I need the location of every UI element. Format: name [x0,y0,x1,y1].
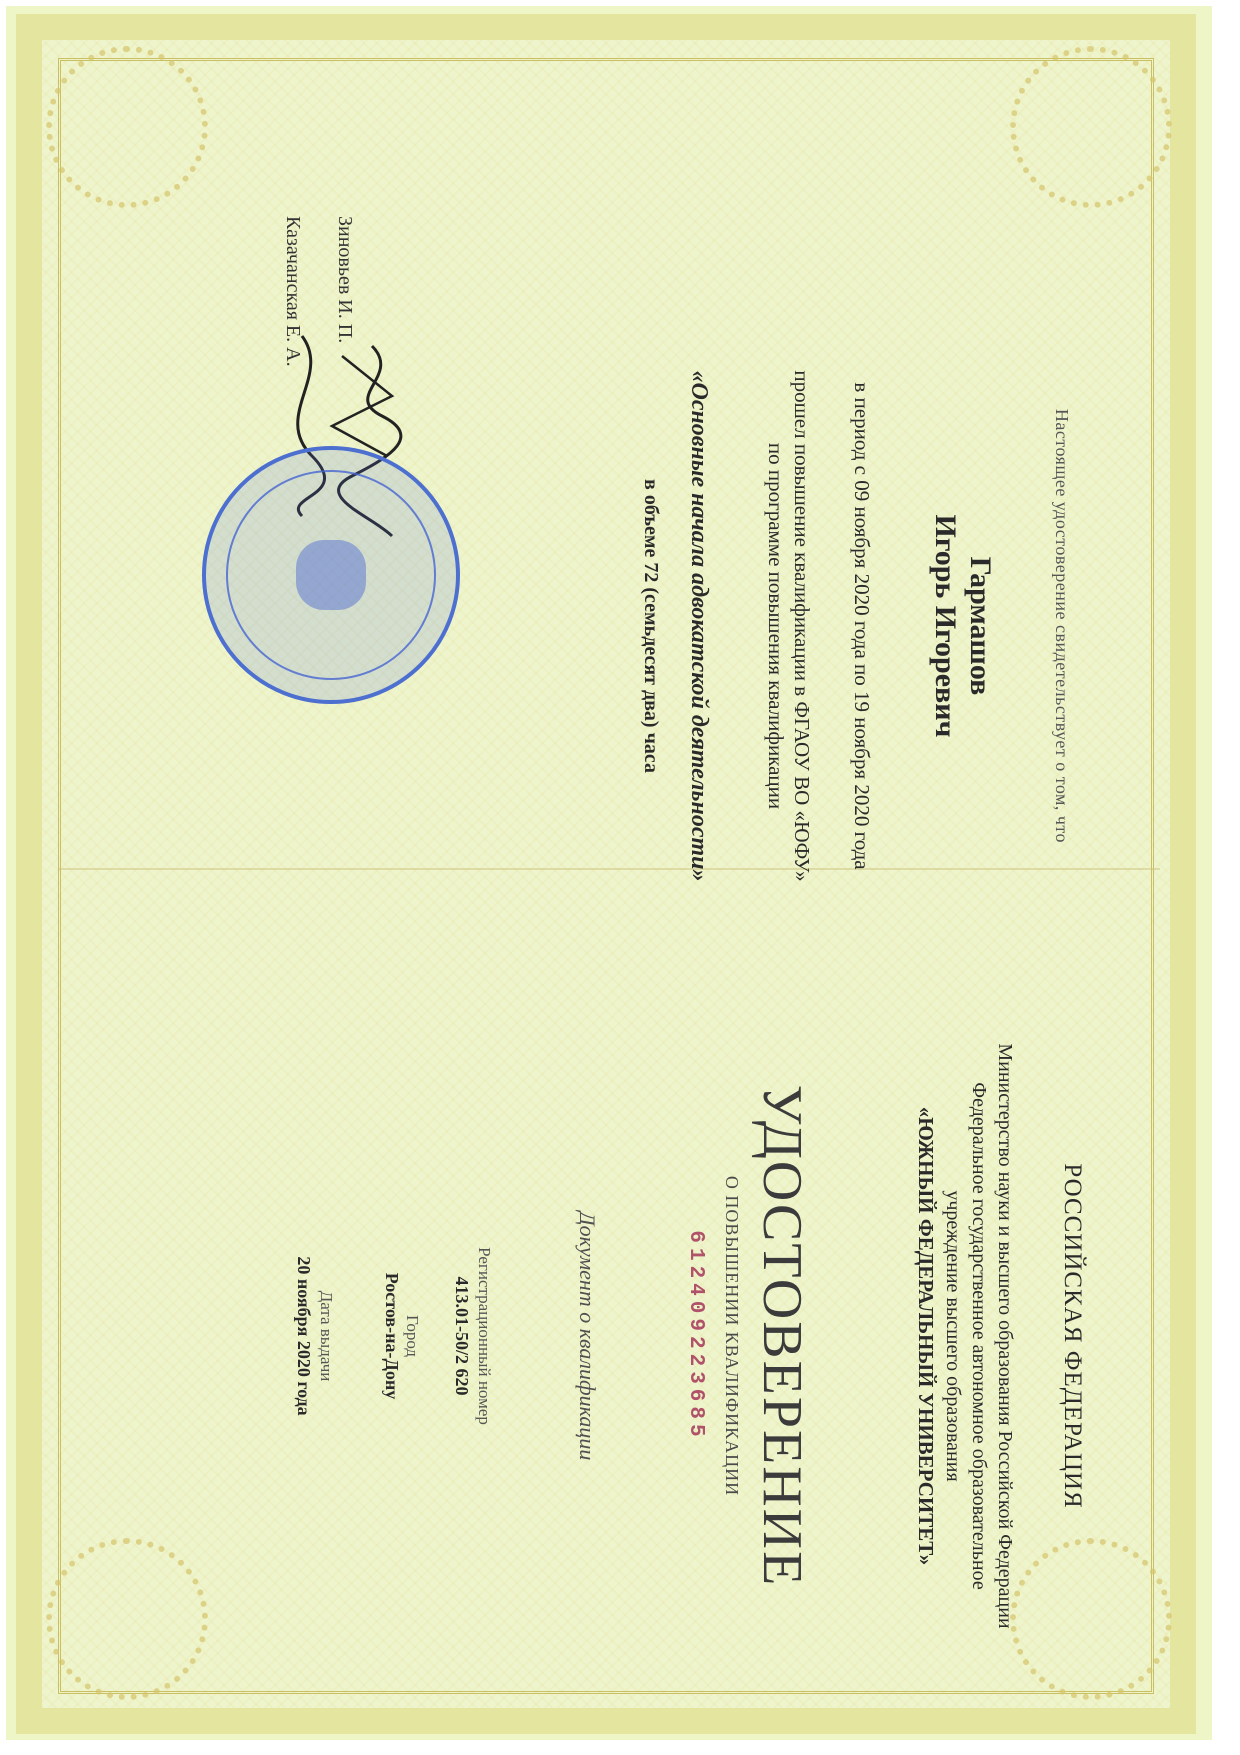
country-heading: РОССИЙСКАЯ ФЕДЕРАЦИЯ [1059,1163,1086,1509]
document-type: Документ о квалификации [575,1211,600,1461]
training-period: в период с 09 ноября 2020 года по 19 ноября 2020 года [850,382,874,870]
registration-number: 413.01-50/2 620 [452,1276,472,1396]
signer-name: Зиновьев И. П. [334,216,356,344]
document-subtitle: О ПОВЫШЕНИИ КВАЛИФИКАЦИИ [722,1175,742,1497]
program-volume: в объеме 72 (семьдесят два) часа [640,479,662,773]
official-stamp [202,446,460,704]
certificate-content [6,6,1212,1740]
institution-type-line: Федеральное государственное автономное образовательное [968,1082,990,1590]
institution-type-line: учреждение высшего образования [942,1190,964,1482]
university-name: «ЮЖНЫЙ ФЕДЕРАЛЬНЫЙ УНИВЕРСИТЕТ» [914,1106,938,1566]
issue-date: 20 ноября 2020 года [294,1256,314,1416]
city-value: Ростов-на-Дону [382,1272,402,1400]
serial-number: 612409223685 [684,1230,707,1442]
program-title: «Основные начала адвокатской деятельности» [686,370,712,882]
completion-statement: прошел повышение квалификации в ФГАОУ ВО «ЮФУ» [790,370,814,882]
coat-of-arms-icon [296,540,366,610]
holder-surname: Гармашов [964,556,997,696]
issue-date-label: Дата выдачи [317,1290,336,1382]
registration-label: Регистрационный номер [475,1247,494,1425]
document-title: УДОСТОВЕРЕНИЕ [751,1084,813,1588]
holder-given-names: Игорь Игоревич [929,514,962,738]
signer-name: Казачанская Е. А. [282,216,304,367]
completion-statement: по программе повышения квалификации [764,442,788,810]
city-label: Город [403,1315,422,1357]
certification-intro: Настоящее удостоверение свидетельствует о том, что [1052,408,1072,844]
ministry-line: Министерство науки и высшего образования Российской Федерации [994,1043,1016,1629]
